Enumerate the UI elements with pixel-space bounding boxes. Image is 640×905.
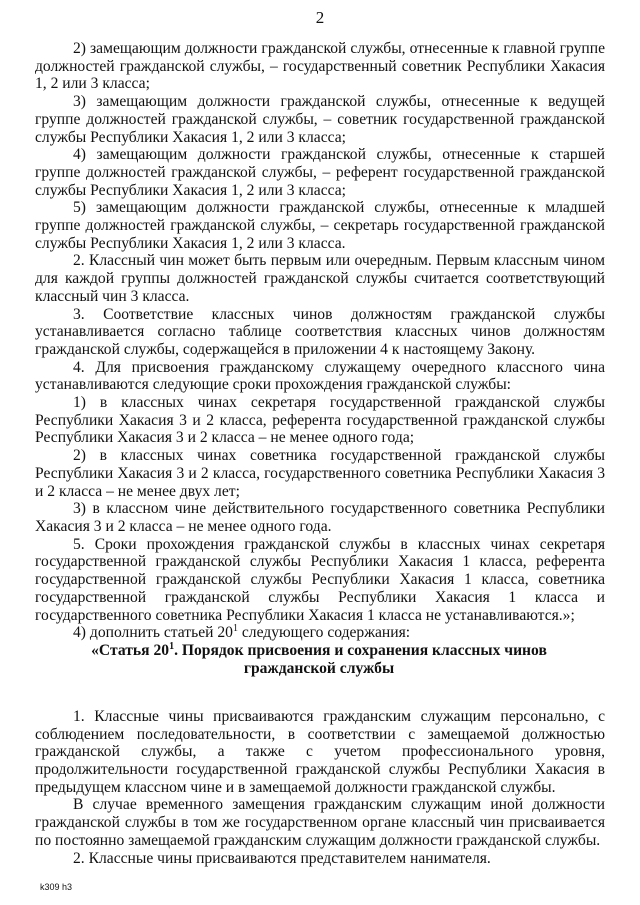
amendment-line (35, 624, 605, 642)
paragraph-list-item-2: 2) замещающим должности гражданской службы, отнесенные к главной группе должностей гражданской службы, – государственный советник Республики Хакасия 1, 2 или 3 класса; (35, 40, 605, 93)
paragraph-term-3: 3) в классном чине действительного государственного советника Республики Хакасия 3 и 2 класса – не менее одного года. (35, 500, 605, 535)
paragraph-term-1: 1) в классных чинах секретаря государственной гражданской службы Республики Хакасия 3 и 2 класса, референта государственной гражданской службы Республики Хакасия 3 и 2 класса – не менее одного года; (35, 394, 605, 447)
article-paragraph-2: 2. Классные чины присваиваются представителем нанимателя. (73, 849, 491, 867)
amendment-superscript: 1 (232, 623, 238, 635)
amendment-text: 4) дополнить статьей 20 (73, 624, 233, 642)
article-heading (35, 642, 605, 678)
paragraph-term-2: 2) в классных чинах советника государственной гражданской службы Республики Хакасия 3 и 2 класса, государственного советника Республики Хакасия 3 и 2 класса – не менее двух лет; (35, 447, 605, 500)
paragraph-list-item-5: 5) замещающим должности гражданской службы, отнесенные к младшей группе должностей гражданской службы, – секретарь государственной гражданской службы Республики Хакасия 1, 2 или 3 класса. (35, 199, 605, 252)
amendment-text-tail: следующего содержания: (237, 624, 411, 642)
document-body (35, 40, 605, 867)
footer-code: k309 h3 (40, 882, 73, 892)
paragraph-clause-5: 5. Сроки прохождения гражданской службы в классных чинах секретаря государственной гражданской службы Республики Хакасия 1 класса, референта государственной гражданской службы Республики Хакасия 1 класса, советника государственной гражданской службы Республики Хакасия 1 класса и государственного советника Республики Хакасия 1 класса не устанавливаются.»; (35, 535, 605, 624)
article-paragraph-1: 1. Классные чины присваиваются гражданским служащим персонально, с соблюдением последовательности, в соответствии с замещаемой должностью гражданской службы, а также с учетом профессионального уровня, продолжительности государственной гражданской службы Республики Хакасия в предыдущем классном чине и в замещаемой должности гражданской службы. (35, 707, 605, 796)
paragraph-clause-4: 4. Для присвоения гражданскому служащему очередного классного чина устанавливаются следующие сроки прохождения гражданской службы: (35, 358, 605, 394)
article-heading-title: . Порядок присвоения и сохранения классных чинов гражданской службы (174, 641, 547, 677)
article-heading-superscript: 1 (169, 640, 175, 652)
page-number: 2 (315, 8, 325, 27)
paragraph-clause-2: 2. Классный чин может быть первым или очередным. Первым классным чином для каждой группы должностей гражданской службы считается соответствующий классный чин 3 класса. (35, 252, 605, 305)
paragraph-clause-3: 3. Соответствие классных чинов должностям гражданской службы устанавливается согласно таблице соответствия классных чинов должностям гражданской службы, содержащейся в приложении 4 к настоящему Закону. (35, 305, 605, 358)
paragraph-list-item-3: 3) замещающим должности гражданской службы, отнесенные к ведущей группе должностей гражданской службы, – советник государственной гражданской службы Республики Хакасия 1, 2 или 3 класса; (35, 93, 605, 146)
article-heading-prefix: «Статья 20 (91, 641, 170, 659)
article-paragraph-temporary: В случае временного замещения гражданским служащим иной должности гражданской службы в том же государственном органе классный чин присваивается по постоянно замещаемой гражданским служащим должности гражданской службы. (35, 796, 605, 849)
paragraph-list-item-4: 4) замещающим должности гражданской службы, отнесенные к старшей группе должностей гражданской службы, – референт государственной гражданской службы Республики Хакасия 1, 2 или 3 класса; (35, 146, 605, 199)
spacer (35, 678, 605, 708)
